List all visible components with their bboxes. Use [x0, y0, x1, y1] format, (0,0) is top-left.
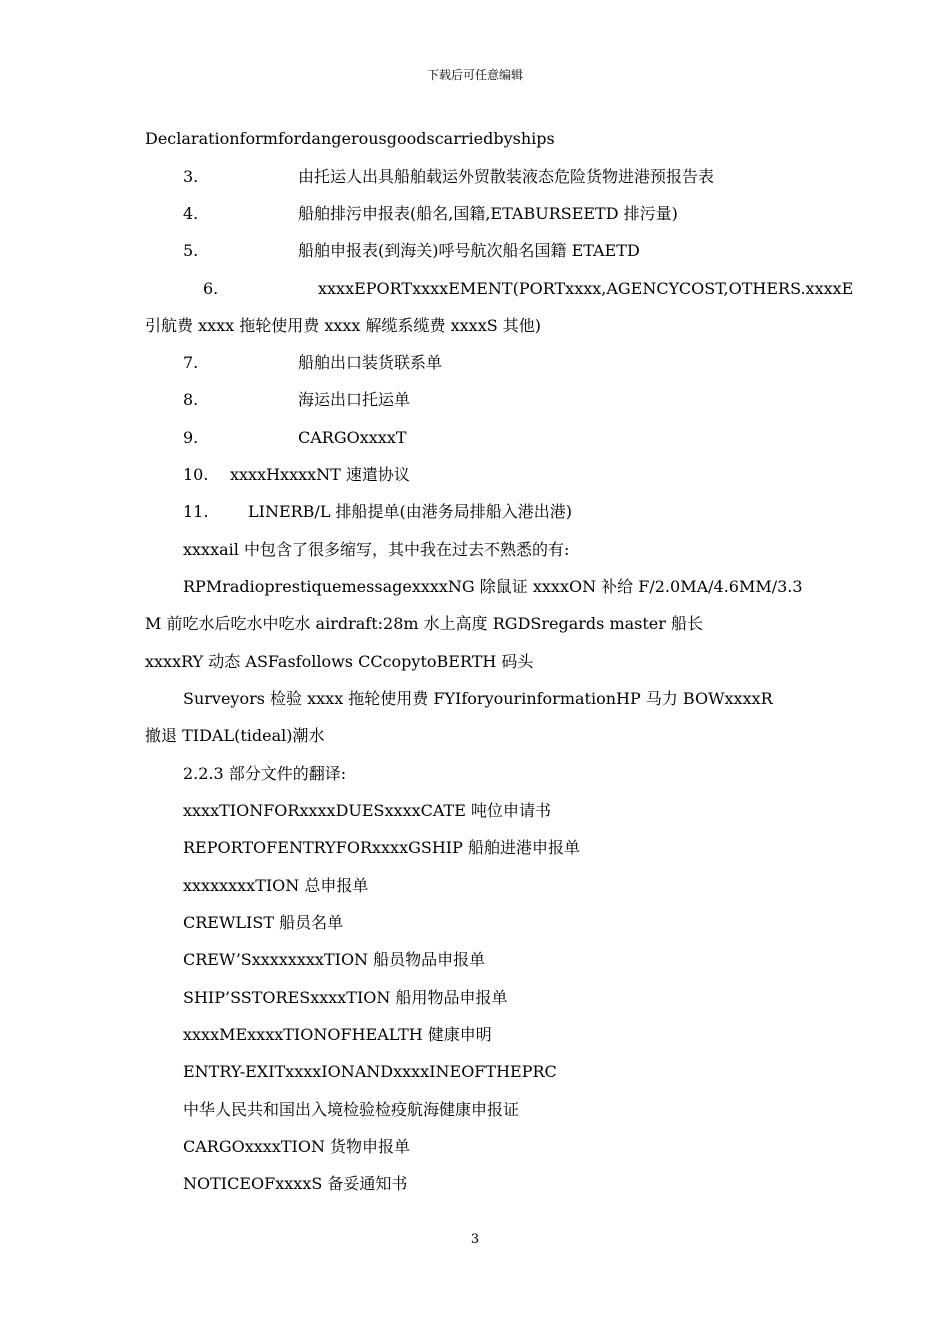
list-number: 5. [183, 241, 199, 260]
translation-line: SHIP’SSTORESxxxxTION 船用物品申报单 [183, 988, 508, 1007]
list-item-text: 船舶出口装货联系单 [298, 353, 443, 372]
paragraph: RPMradioprestiquemessagexxxxNG 除鼠证 xxxxON 补给 F/2.0MA/4.6MM/3.3 [183, 577, 803, 596]
translation-line: xxxxTIONFORxxxxDUESxxxxCATE 吨位申请书 [183, 801, 551, 820]
translation-line: CARGOxxxxTION 货物申报单 [183, 1137, 411, 1156]
paragraph-continuation: xxxxRY 动态 ASFasfollows CCcopytoBERTH 码头 [145, 652, 534, 671]
list-number: 9. [183, 428, 199, 447]
list-number: 8. [183, 390, 199, 409]
page-header: 下载后可任意编辑 [426, 68, 523, 82]
list-item-text: 由托运人出具船舶载运外贸散装液态危险货物进港预报告表 [298, 167, 715, 186]
list-item-text: CARGOxxxxT [298, 428, 407, 447]
paragraph: xxxxail 中包含了很多缩写，其中我在过去不熟悉的有: [183, 540, 570, 559]
translation-line: ENTRY-EXITxxxxIONANDxxxxINEOFTHEPRC [183, 1062, 557, 1081]
list-number: 10. [183, 465, 209, 484]
section-heading: 2.2.3 部分文件的翻译: [183, 764, 347, 783]
list-number: 3. [183, 167, 199, 186]
translation-line: xxxxxxxxTION 总申报单 [183, 876, 369, 895]
paragraph: Surveyors 检验 xxxx 拖轮使用费 FYIforyourinformationHP 马力 BOWxxxxR [183, 689, 773, 708]
translation-line: REPORTOFENTRYFORxxxxGSHIP 船舶进港申报单 [183, 838, 580, 857]
list-number: 4. [183, 204, 199, 223]
list-item-text: xxxxHxxxxNT 速遣协议 [230, 465, 410, 484]
page-number: 3 [470, 1232, 480, 1247]
list-item-text: LINERB/L 排船提单(由港务局排船入港出港) [248, 502, 573, 521]
list-item-text: xxxxEPORTxxxxEMENT(PORTxxxx,AGENCYCOST,OTHERS.xxxxE [318, 279, 854, 298]
translation-line: CREWLIST 船员名单 [183, 913, 344, 932]
translation-line: NOTICEOFxxxxS 备妥通知书 [183, 1174, 408, 1193]
paragraph-continuation: M 前吃水后吃水中吃水 airdraft:28m 水上高度 RGDSregards master 船长 [145, 614, 703, 633]
translation-line: xxxxMExxxxTIONOFHEALTH 健康申明 [183, 1025, 492, 1044]
translation-line: CREW’SxxxxxxxxTION 船员物品申报单 [183, 950, 486, 969]
translation-line: 中华人民共和国出入境检验检疫航海健康申报证 [183, 1100, 520, 1119]
list-item-continuation: 引航费 xxxx 拖轮使用费 xxxx 解缆系缆费 xxxxS 其他) [145, 316, 542, 335]
list-item-text: 海运出口托运单 [298, 390, 411, 409]
text-line: Declarationformfordangerousgoodscarriedbyships [145, 129, 555, 148]
list-number: 7. [183, 353, 199, 372]
list-number: 6. [203, 279, 219, 298]
list-item-text: 船舶排污申报表(船名,国籍,ETABURSEETD 排污量) [298, 204, 678, 223]
list-number: 11. [183, 502, 209, 521]
list-item-text: 船舶申报表(到海关)呼号航次船名国籍 ETAETD [298, 241, 640, 260]
paragraph-continuation: 撤退 TIDAL(tideal)潮水 [145, 726, 325, 745]
